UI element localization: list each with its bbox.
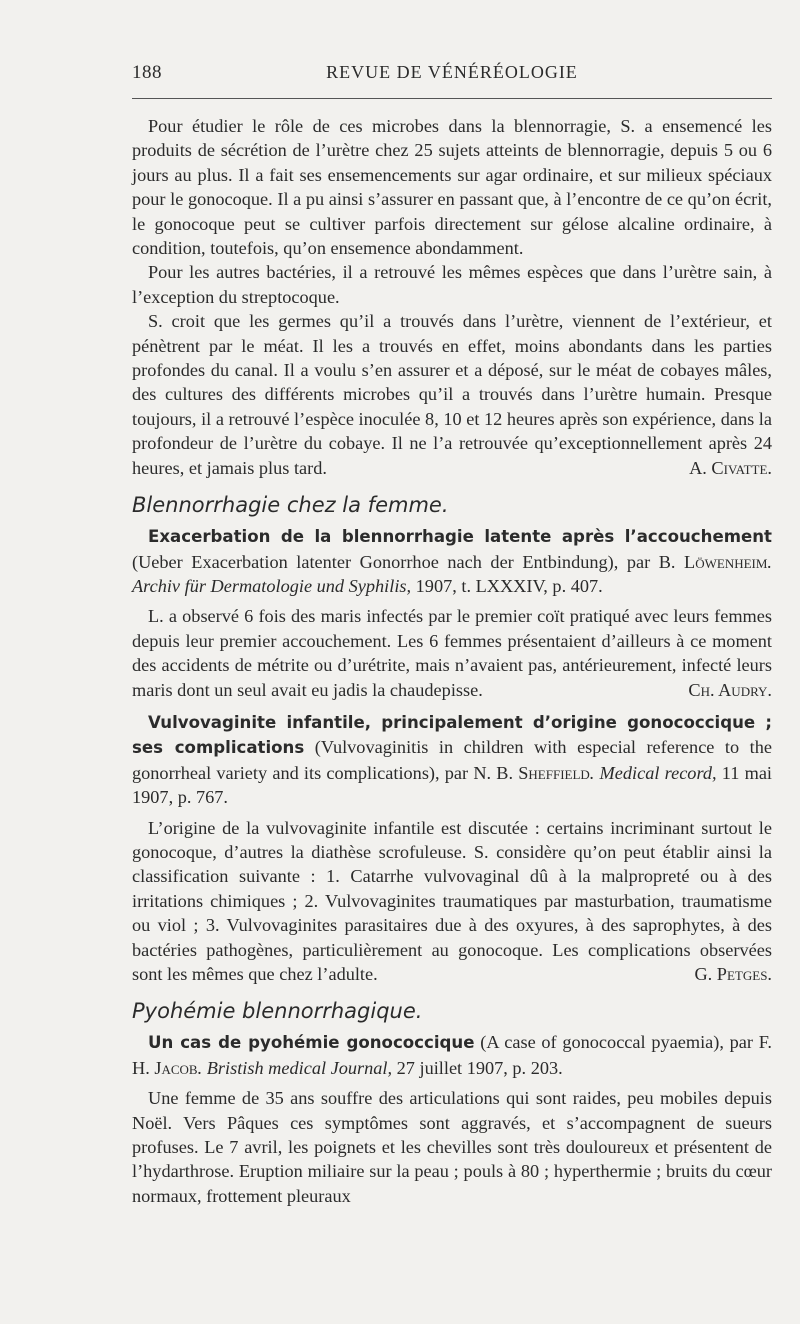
signature-petges: G. Petges. [694, 964, 772, 984]
paragraph-1: Pour étudier le rôle de ces microbes dans la blennorragie, S. a ensemencé les produits de sécrétion de l’urètre chez 25 sujets atteints de blennorragie, depuis 5 ou 6 jours au plus. Il a fait ses ensemencements sur agar ordinaire, et sur milieux spéciaux pour le gonocoque. Il a pu ainsi s’assurer en passant que, à l’encontre de ce qu’on écrit, le gonocoque peut se cultiver parfois directement sur gélose alcaline ordinaire, à condition, toutefois, qu’on ensemence abondamment. [132, 116, 772, 259]
journal-archiv: . Archiv für Dermatologie und Syphilis, [132, 551, 772, 596]
page-body [132, 114, 772, 1208]
page-number: 188 [132, 62, 162, 83]
author-jacob: Jacob [154, 1057, 198, 1078]
running-title: REVUE DE VÉNÉRÉOLOGIE [326, 62, 578, 82]
journal-medical-record: . Medical record, [589, 762, 717, 783]
section-heading-femme: Blennorrhagie chez la femme. [132, 493, 449, 518]
article-title-1: Exacerbation de la blennorrhagie latente après l’accouchement [148, 527, 772, 547]
author-lowenheim: Löwenheim [684, 551, 768, 572]
article-text-3: Une femme de 35 ans souffre des articulations qui sont raides, peu mobiles depuis Noël. Vers Pâques ces symptômes sont aggravés, et s’accompagnent de sueurs profuses. Le 7 avril, les poignets et les chevilles sont très douloureux et présentent de l’hydarthrose. Eruption miliaire sur la peau ; pouls à 80 ; hyperthermie ; bruits du cœur normaux, frottement pleuraux [132, 1088, 772, 1206]
article-reference-3 [132, 1030, 772, 1080]
section-heading-pyohemie: Pyohémie blennorrhagique. [132, 999, 423, 1024]
article-details-1: 1907, t. LXXXIV, p. 407. [411, 575, 603, 596]
article-text-1 [132, 604, 772, 702]
article-title-3: Un cas de pyohémie gonococcique [148, 1033, 475, 1053]
author-sheffield: Sheffield [518, 762, 590, 783]
article-ref-1: (Ueber Exacerbation latenter Gonorrhoe nach der Entbindung), par B. [132, 551, 685, 572]
signature-audry: Ch. Audry. [688, 679, 772, 700]
article-details-3: 27 juillet 1907, p. 203. [392, 1057, 563, 1078]
article-ref-2: (Vulvovaginitis in children with especial reference to the gonorrheal variety and its complications), par N. B. [132, 737, 772, 783]
paragraph-3-text: S. croit que les germes qu’il a trouvés dans l’urètre, viennent de l’extérieur, et pénètrent par le méat. Il les a trouvés en effet, moins abondants dans les parties profondes du canal. Il a voulu s’en assurer et a déposé, sur le méat de cobayes mâles, des cultures des différents microbes qu’il a trouvés dans l’urètre humain. Presque toujours, il a retrouvé l’espèce inoculée 8, 10 et 12 heures après son expérience, dans la profondeur de l’urètre du cobaye. Il ne l’a retrouvée qu’exceptionnellement après 24 heures, et jamais plus tard. [132, 311, 772, 478]
header-rule [132, 98, 772, 99]
article-text-2 [132, 816, 772, 987]
article-text-1-body: L. a observé 6 fois des maris infectés par le premier coït pratiqué avec leurs femmes depuis leur premier accouchement. Les 6 femmes présentaient d’ailleurs à ce moment des accidents de métrite ou d’urétrite, mais n’avaient pas, antérieurement, infecté leurs maris dont un seul avait eu jadis la chaudepisse. [132, 606, 772, 700]
running-header [132, 58, 772, 88]
article-details-2: 11 mai 1907, p. 767. [132, 762, 773, 808]
article-reference-1 [132, 524, 772, 598]
paragraph-3 [132, 309, 772, 480]
signature-civatte: A. Civatte. [689, 457, 772, 478]
article-reference-2 [132, 710, 772, 810]
article-text-2-body: L’origine de la vulvovaginite infantile est discutée : certains incriminant surtout le gonocoque, d’autres la diathèse scrofuleuse. S. considère qu’on peut établir ainsi la classification suivante : 1. Catarrhe vulvovaginal dû à la malpropreté ou à des irritations chimiques ; 2. Vulvovaginites traumatiques par masturbation, traumatisme ou viol ; 3. Vulvovaginites parasitaires due à des oxyures, à des saprophytes, à des bactéries pathogènes, particulièrement au gonocoque. Les complications observées sont les mêmes que chez l’adulte. [132, 817, 772, 984]
journal-bmj: . Bristish medical Journal, [197, 1057, 393, 1078]
article-ref-3: (A case of gonococcal pyaemia), par F. H. [132, 1032, 772, 1078]
paragraph-2: Pour les autres bactéries, il a retrouvé les mêmes espèces que dans l’urètre sain, à l’exception du streptocoque. [132, 262, 772, 307]
article-title-2: Vulvovaginite infantile, principalement d’origine gonococcique ; ses complications [132, 712, 772, 758]
